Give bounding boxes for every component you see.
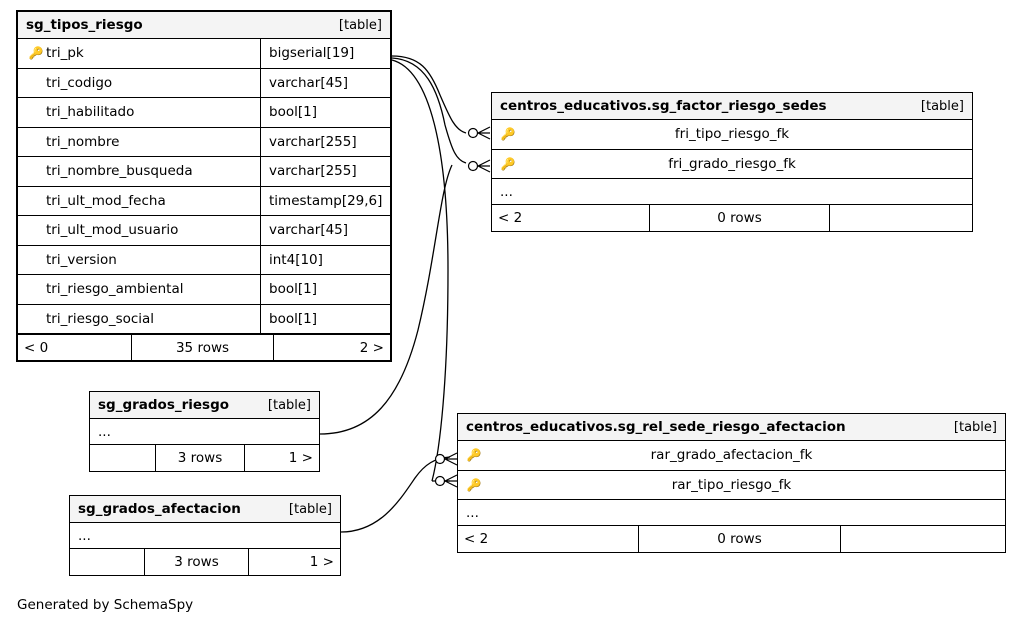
footer-left[interactable]: < 0 <box>18 335 132 360</box>
table-type-tag: [table] <box>920 98 964 114</box>
table-sg-tipos-riesgo[interactable] <box>16 10 392 362</box>
table-row[interactable] <box>18 216 390 246</box>
table-sg-factor-riesgo-sedes[interactable] <box>491 92 973 232</box>
table-title: sg_grados_afectacion <box>78 501 241 517</box>
table-title: centros_educativos.sg_rel_sede_riesgo_afectacion <box>466 419 846 435</box>
column-name: rar_grado_afectacion_fk <box>650 447 813 464</box>
table-row[interactable] <box>18 305 390 335</box>
table-sg-grados-riesgo[interactable] <box>89 391 320 472</box>
more-columns-indicator: ... <box>458 500 1005 526</box>
footer-right[interactable] <box>841 526 1005 552</box>
column-name: fri_grado_riesgo_fk <box>668 155 796 172</box>
table-footer <box>458 526 1005 552</box>
footer-rows: 3 rows <box>156 445 245 471</box>
table-header <box>90 392 319 419</box>
footer-rows: 3 rows <box>145 549 249 575</box>
foreign-key-icon: 🔑 <box>500 127 516 142</box>
table-row[interactable] <box>18 128 390 158</box>
column-name: tri_codigo <box>46 74 113 91</box>
table-title: centros_educativos.sg_factor_riesgo_sedes <box>500 98 827 114</box>
table-header <box>70 496 340 523</box>
footer-right[interactable]: 2 > <box>359 339 384 356</box>
more-columns-indicator: ... <box>492 179 972 205</box>
footer-right[interactable]: 1 > <box>288 450 313 466</box>
column-name: tri_riesgo_ambiental <box>46 281 184 298</box>
table-row[interactable] <box>492 150 972 180</box>
footer-rows: 0 rows <box>639 526 841 552</box>
column-name: tri_pk <box>46 45 84 62</box>
footer-left[interactable]: < 2 <box>458 526 639 552</box>
column-type: varchar[45] <box>269 74 349 91</box>
column-name: tri_riesgo_social <box>46 310 155 327</box>
foreign-key-icon: 🔑 <box>500 156 516 171</box>
table-row[interactable] <box>18 157 390 187</box>
column-type: varchar[255] <box>269 133 357 150</box>
column-name: fri_tipo_riesgo_fk <box>674 126 790 143</box>
footer-rows: 35 rows <box>132 335 274 360</box>
table-footer <box>90 445 319 471</box>
column-name: rar_tipo_riesgo_fk <box>671 476 792 493</box>
table-row[interactable] <box>18 69 390 99</box>
table-type-tag: [table] <box>288 501 332 517</box>
table-header <box>458 414 1005 441</box>
table-row[interactable] <box>18 275 390 305</box>
primary-key-icon: 🔑 <box>28 46 44 61</box>
table-row[interactable] <box>458 471 1005 501</box>
table-row[interactable] <box>18 187 390 217</box>
footer-rows: 0 rows <box>650 205 830 231</box>
table-row[interactable] <box>18 39 390 69</box>
table-title: sg_tipos_riesgo <box>26 17 143 33</box>
footer-left[interactable] <box>90 445 156 471</box>
column-name: tri_ult_mod_fecha <box>46 192 166 209</box>
table-footer <box>70 549 340 575</box>
table-row[interactable] <box>18 246 390 276</box>
column-type: bool[1] <box>269 104 317 121</box>
table-header <box>492 93 972 120</box>
foreign-key-icon: 🔑 <box>466 477 482 492</box>
column-type: varchar[255] <box>269 163 357 180</box>
table-row[interactable] <box>492 120 972 150</box>
table-sg-rel-sede-riesgo-afectacion[interactable] <box>457 413 1006 553</box>
table-row[interactable] <box>18 98 390 128</box>
table-sg-grados-afectacion[interactable] <box>69 495 341 576</box>
generated-by-label: Generated by SchemaSpy <box>17 597 194 613</box>
column-name: tri_nombre_busqueda <box>46 163 193 180</box>
column-name: tri_ult_mod_usuario <box>46 222 179 239</box>
column-name: tri_habilitado <box>46 104 135 121</box>
table-title: sg_grados_riesgo <box>98 397 230 413</box>
column-type: bigserial[19] <box>269 45 355 62</box>
table-type-tag: [table] <box>267 397 311 413</box>
column-type: timestamp[29,6] <box>269 192 383 209</box>
foreign-key-icon: 🔑 <box>466 448 482 463</box>
column-type: bool[1] <box>269 281 317 298</box>
more-columns-indicator: ... <box>70 523 340 549</box>
table-type-tag: [table] <box>338 17 382 33</box>
table-footer <box>492 205 972 231</box>
footer-right[interactable]: 1 > <box>309 554 334 570</box>
footer-left[interactable] <box>70 549 145 575</box>
more-columns-indicator: ... <box>90 419 319 445</box>
footer-right[interactable] <box>830 205 972 231</box>
column-name: tri_version <box>46 251 117 268</box>
table-row[interactable] <box>458 441 1005 471</box>
column-name: tri_nombre <box>46 133 120 150</box>
table-footer <box>18 334 390 360</box>
table-header <box>18 12 390 39</box>
column-type: varchar[45] <box>269 222 349 239</box>
column-type: int4[10] <box>269 251 323 268</box>
footer-left[interactable]: < 2 <box>492 205 650 231</box>
column-type: bool[1] <box>269 310 317 327</box>
table-type-tag: [table] <box>953 419 997 435</box>
